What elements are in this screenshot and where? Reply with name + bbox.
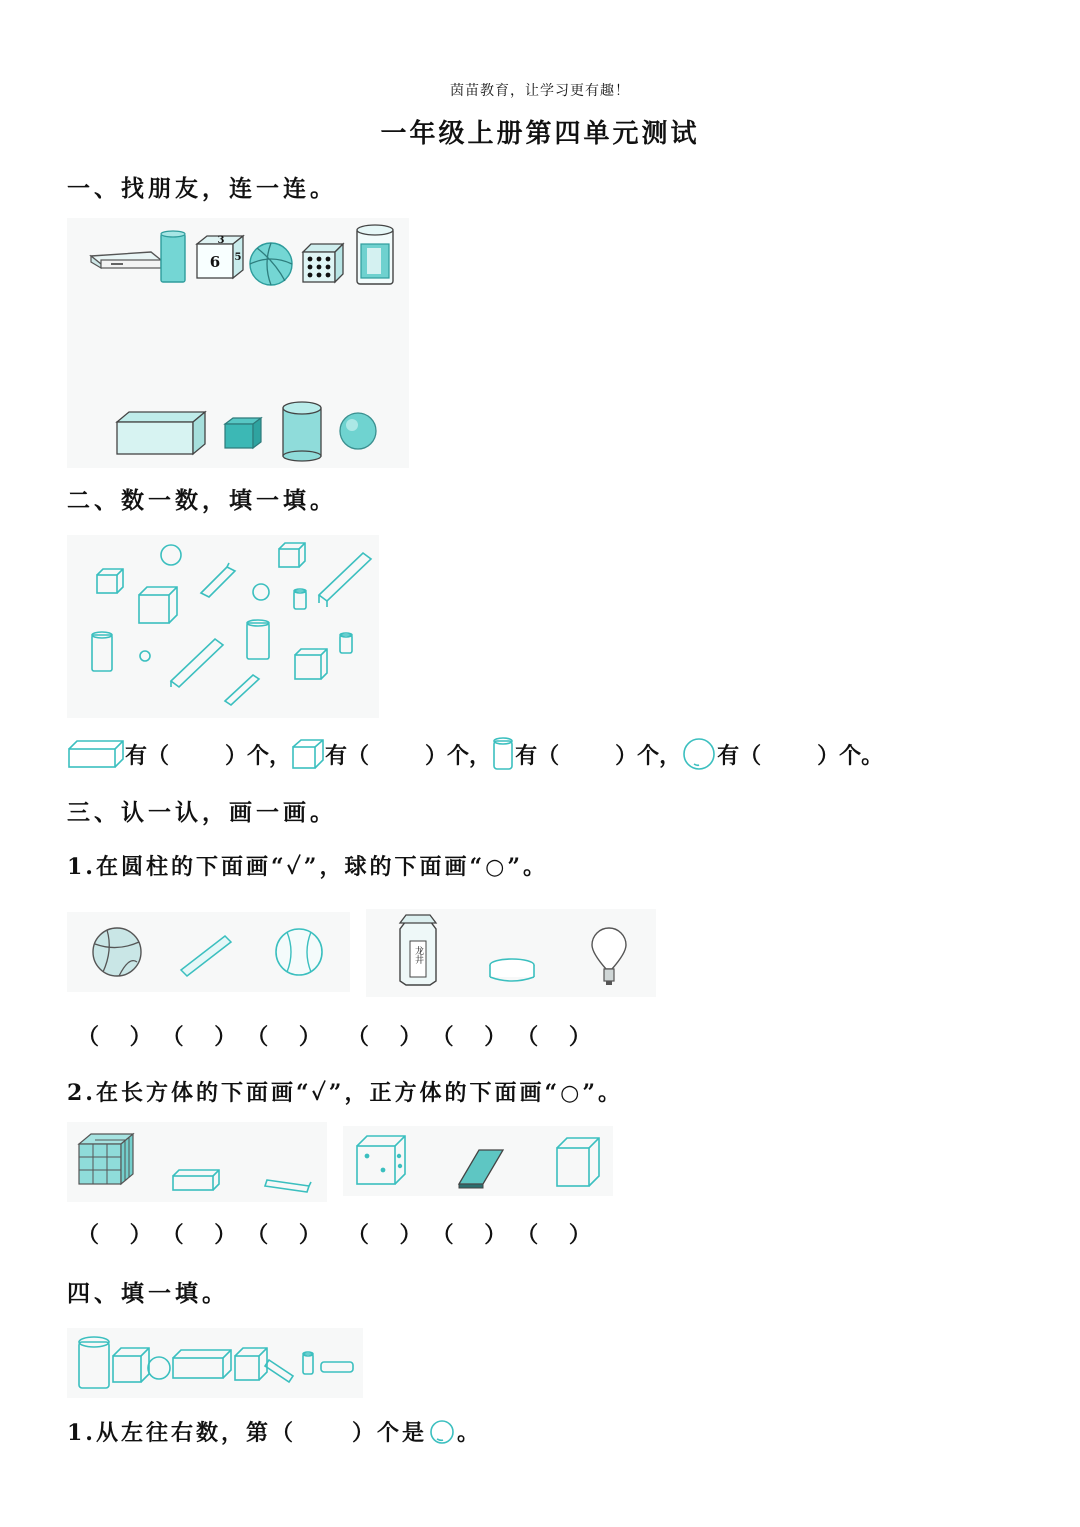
sequence-figure: [67, 1328, 363, 1398]
answer-paren[interactable]: （ ）: [516, 1024, 591, 1050]
objects-figure-right: [366, 909, 656, 997]
baseball-icon: [276, 929, 322, 975]
small-cylinder-icon: [303, 1352, 313, 1374]
glass-cylinder-icon: [161, 231, 185, 282]
section-4-heading: 四、填一填。: [67, 1280, 229, 1307]
answer-paren[interactable]: （ ）: [77, 1222, 152, 1248]
answer-paren[interactable]: （ ）: [516, 1222, 591, 1248]
cuboid-icon: [67, 739, 125, 769]
fill-text: 有（: [325, 742, 370, 769]
dotted-cube-icon: [357, 1136, 405, 1184]
volleyball-icon: [93, 928, 141, 976]
question-4-1: [67, 1416, 482, 1447]
fill-text: 有（: [717, 742, 762, 769]
cuboid-icon: [171, 639, 223, 687]
book-icon: [459, 1150, 503, 1188]
question-text: ）个是: [351, 1420, 427, 1446]
sphere-icon: [427, 1417, 457, 1447]
answer-paren[interactable]: （ ）: [346, 1222, 422, 1248]
cylinder-icon: [340, 633, 352, 653]
counting-figure: [67, 535, 379, 718]
cube-icon: [279, 543, 305, 567]
section-1-heading: 一、找朋友，连一连。: [67, 175, 337, 202]
dice-label-front: 6: [209, 253, 221, 271]
bar-icon: [321, 1362, 353, 1372]
cuboid-icon: [201, 563, 235, 597]
sphere-icon: [140, 651, 150, 661]
question-text: 1.从左往右数，第（: [67, 1420, 296, 1446]
cube-count: [291, 738, 491, 770]
cuboid-icon: [173, 1350, 231, 1378]
cylinder-icon: [247, 620, 269, 659]
header-note: 茵苗教育，让学习更有趣！: [450, 83, 630, 99]
answer-paren[interactable]: （ ）: [246, 1222, 321, 1248]
answer-paren[interactable]: （ ）: [161, 1024, 237, 1050]
answer-row-3-1: [67, 1020, 591, 1051]
answer-paren[interactable]: （ ）: [431, 1222, 507, 1248]
cuboid-icon: [225, 675, 259, 705]
dice-label-top: 3: [217, 235, 225, 246]
cube-icon: [113, 1348, 149, 1382]
sphere-icon: [253, 584, 269, 600]
page-title: 一年级上册第四单元测试: [380, 119, 700, 149]
cuboid-icon: [319, 553, 371, 607]
count-fill-row: [67, 736, 1057, 772]
section-2-heading: 二、数一数，填一填。: [67, 487, 337, 514]
answer-paren[interactable]: （ ）: [77, 1024, 152, 1050]
rod-icon: [265, 1360, 293, 1382]
cube-icon: [295, 649, 327, 679]
question-3-2: 2.在长方体的下面画“✓”，正方体的下面画“○”。: [67, 1080, 623, 1106]
sphere-icon: [681, 736, 717, 772]
objects-figure-left: [67, 912, 350, 992]
cylinder-count: [491, 737, 681, 771]
tea-can-icon: [400, 915, 436, 985]
cuboid-shape-icon: [117, 412, 205, 454]
eraser-icon: [91, 252, 161, 268]
fill-text: ）个，: [615, 742, 682, 769]
solids-figure-left: [67, 1122, 327, 1202]
small-cuboid-icon: [173, 1170, 219, 1190]
cylinder-icon: [491, 737, 515, 771]
cube-shape-icon: [225, 418, 261, 448]
answer-paren[interactable]: （ ）: [246, 1024, 321, 1050]
matching-figure: [67, 218, 409, 468]
fill-text: ）个。: [817, 742, 884, 769]
rubiks-cube-icon: [79, 1134, 133, 1184]
number-cube-icon: [197, 235, 243, 278]
light-bulb-icon: [592, 928, 626, 985]
sphere-count: [681, 736, 883, 772]
answer-paren[interactable]: （ ）: [161, 1222, 237, 1248]
solids-figure-right: [343, 1126, 613, 1196]
fill-text: ）个，: [425, 742, 492, 769]
fill-text: 有（: [515, 742, 560, 769]
section-3-heading: 三、认一认，画一画。: [67, 799, 337, 826]
answer-paren[interactable]: （ ）: [431, 1024, 507, 1050]
cylinder-shape-icon: [283, 402, 321, 461]
cylinder-icon: [79, 1337, 109, 1388]
cylinder-icon: [294, 589, 306, 609]
question-3-1: 1.在圆柱的下面画“✓”，球的下面画“○”。: [67, 854, 548, 880]
cuboid-count: [67, 739, 291, 770]
dice-label-side: 5: [234, 252, 242, 263]
cube-icon: [97, 569, 123, 593]
outline-cube-icon: [557, 1138, 599, 1186]
answer-paren[interactable]: （ ）: [346, 1024, 422, 1050]
answer-row-3-2: [67, 1218, 591, 1249]
tea-label: 龙井: [413, 946, 423, 964]
disc-icon: [490, 959, 534, 981]
cube-icon: [235, 1348, 267, 1380]
stick-icon: [265, 1180, 311, 1192]
cube-icon: [139, 587, 177, 623]
fill-text: 有（: [125, 742, 170, 769]
rod-icon: [181, 936, 231, 976]
canister-icon: [357, 225, 393, 284]
basketball-icon: [250, 243, 292, 285]
sphere-icon: [148, 1357, 170, 1379]
cube-icon: [291, 738, 325, 770]
sphere-icon: [161, 545, 181, 565]
question-text: 。: [456, 1420, 482, 1446]
cylinder-icon: [92, 632, 112, 671]
fill-text: ）个，: [225, 742, 292, 769]
sphere-shape-icon: [340, 413, 376, 449]
dice-icon: [303, 244, 343, 282]
